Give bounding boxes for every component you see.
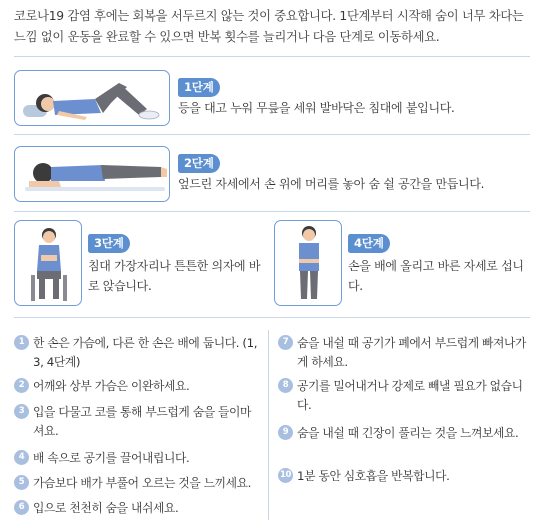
tip-number: 7 <box>278 335 293 350</box>
sitting-figure <box>15 221 82 306</box>
step-3-badge: 3단계 <box>88 234 130 253</box>
tip-item <box>14 377 262 396</box>
step-4-badge: 4단계 <box>348 234 390 253</box>
lying-on-back-figure <box>15 71 170 126</box>
tip-item <box>14 474 262 493</box>
tip-number: 9 <box>278 425 293 440</box>
tip-text: 숨을 내쉴 때 긴장이 풀리는 것을 느껴보세요. <box>297 426 519 440</box>
divider <box>14 211 530 212</box>
tip-text: 숨을 내쉴 때 공기가 폐에서 부드럽게 빠져나가게 하세요. <box>297 336 527 369</box>
lying-on-stomach-figure <box>15 147 170 202</box>
tip-text: 공기를 밀어내거나 강제로 빼낼 필요가 없습니다. <box>297 379 523 412</box>
tip-number: 5 <box>14 475 29 490</box>
tip-text: 입으로 천천히 숨을 내쉬세요. <box>33 501 179 515</box>
tip-item <box>278 467 528 486</box>
tip-number: 6 <box>14 500 29 515</box>
divider <box>14 317 530 318</box>
tip-text: 어깨와 상부 가슴은 이완하세요. <box>33 379 190 393</box>
tip-item <box>14 499 262 518</box>
tip-item <box>278 424 528 443</box>
tip-item <box>278 334 528 372</box>
tip-item <box>278 377 528 415</box>
step-2-text: 엎드린 자세에서 손 위에 머리를 놓아 숨 쉴 공간을 만듭니다. <box>178 177 485 191</box>
tip-number: 4 <box>14 450 29 465</box>
step-4-text: 손을 배에 올리고 바른 자세로 섭니다. <box>348 259 524 293</box>
step-2-badge: 2단계 <box>178 154 220 173</box>
standing-figure <box>275 221 342 306</box>
tip-text: 한 손은 가슴에, 다른 한 손은 배에 둡니다. (1, 3, 4단계) <box>33 336 258 369</box>
step-1-illustration <box>14 70 170 126</box>
tip-text: 1분 동안 심호흡을 반복합니다. <box>297 469 450 483</box>
tip-number: 1 <box>14 335 29 350</box>
step-3-text: 침대 가장자리나 튼튼한 의자에 바로 앉습니다. <box>88 259 261 293</box>
step-2-illustration <box>14 146 170 202</box>
step-1-badge: 1단계 <box>178 78 220 97</box>
tip-text: 가슴보다 배가 부풀어 오르는 것을 느끼세요. <box>33 476 252 490</box>
divider <box>14 134 530 135</box>
tip-text: 배 속으로 공기를 끌어내립니다. <box>33 451 190 465</box>
step-1-text: 등을 대고 누워 무릎을 세워 발바닥은 침대에 붙입니다. <box>178 101 455 115</box>
tip-text: 입을 다물고 코를 통해 부드럽게 숨을 들이마셔요. <box>33 405 252 438</box>
column-divider <box>268 330 269 520</box>
tip-number: 8 <box>278 378 293 393</box>
tip-item <box>14 449 262 468</box>
tip-number: 3 <box>14 404 29 419</box>
tip-number: 2 <box>14 378 29 393</box>
divider <box>14 56 530 57</box>
intro-paragraph: 코로나19 감염 후에는 회복을 서두르지 않는 것이 중요합니다. 1단계부터 시작해 숨이 너무 차다는 느낌 없이 운동을 완료할 수 있으면 반복 횟수를 늘리거나 다음 단계로 이동하세요. <box>14 9 524 44</box>
tip-item <box>14 334 262 372</box>
step-4-illustration <box>274 220 342 306</box>
tip-number: 10 <box>278 468 293 483</box>
tip-item <box>14 403 262 441</box>
step-3-illustration <box>14 220 82 306</box>
